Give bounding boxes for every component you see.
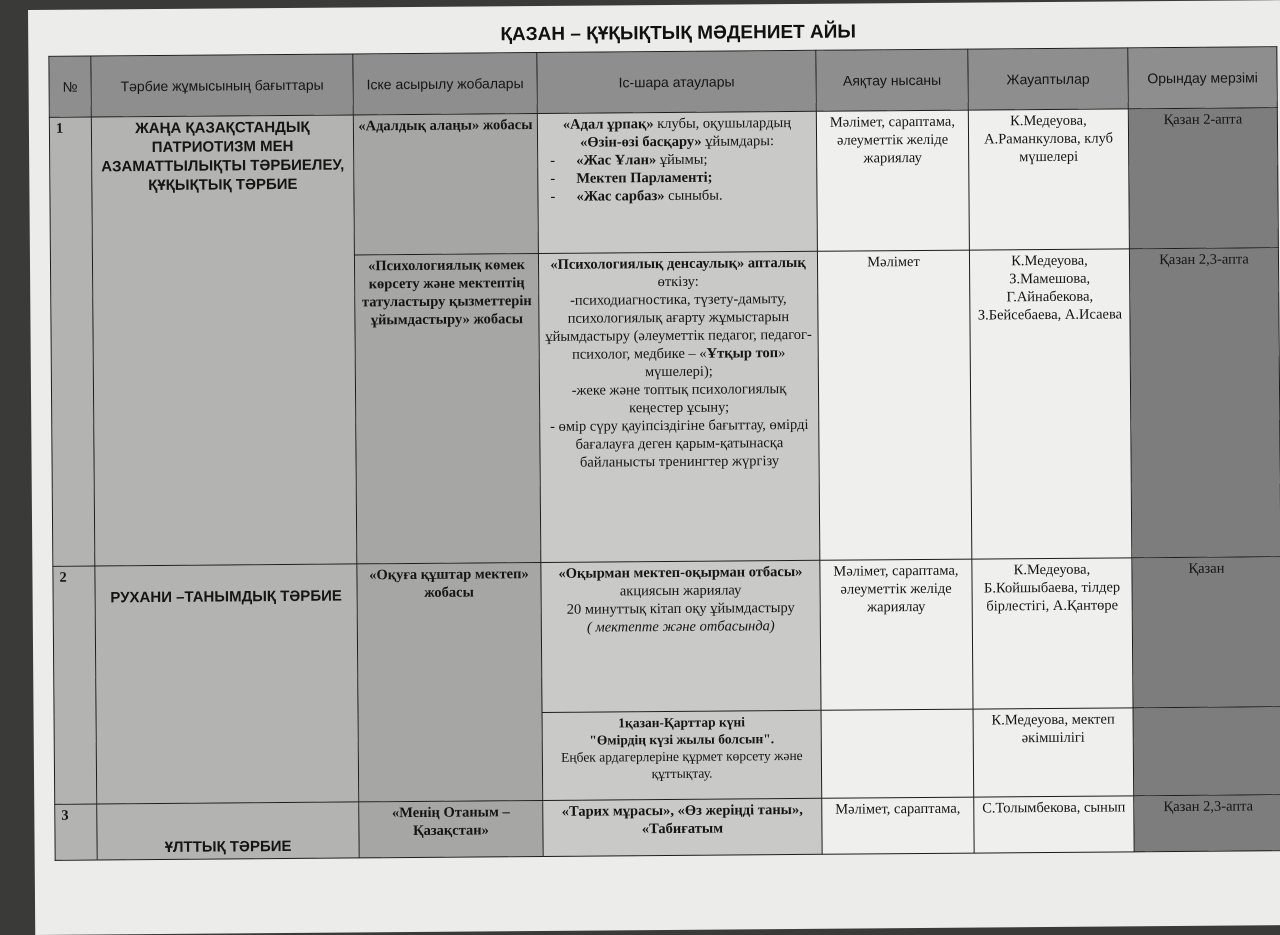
row-responsible: К.Медеуова, А.Раманкулова, клуб мүшелері: [968, 109, 1129, 250]
row-deadline: Қазан 2-апта: [1128, 108, 1278, 249]
row-form: Мәлімет: [817, 250, 971, 560]
row-deadline: Қазан 2,3-апта: [1129, 248, 1280, 558]
row-form: Мәлімет, сараптама, әлеуметтік желіде жариялау: [816, 110, 969, 251]
document-page: [28, 0, 1280, 935]
event-text: ұйымдары:: [701, 133, 775, 150]
row-form: [821, 709, 974, 798]
header-deadline: Орындау мерзімі: [1128, 47, 1277, 109]
event-text: өткізу:: [657, 273, 699, 291]
header-form: Аяқтау нысаны: [816, 49, 968, 111]
row-event: [542, 710, 822, 800]
event-text: - өмір сүру қауіпсіздігіне бағыттау, өмірді бағалауға деген қарым-қатынасқа байланысты тренингтер жүргізу: [550, 416, 809, 471]
row-deadline: Қазан: [1132, 557, 1280, 708]
event-text: акциясын жариялау: [619, 582, 742, 600]
event-italic: ( мектепте және отбасында): [586, 618, 775, 636]
event-text: 20 минуттық кітап оқу ұйымдастыру: [566, 599, 795, 618]
row-event: [538, 251, 819, 562]
list-item: - Мектеп Парламенті;: [542, 168, 812, 188]
row-project: «Оқуға құштар мектеп» жобасы: [357, 562, 543, 801]
event-text: -жеке және топтық психологиялық кеңестер ұсыну;: [571, 381, 787, 417]
plan-table: [48, 46, 1280, 861]
event-text: -психодиагностика, түзету-дамыту, психологиялық ағарту жұмыстарын ұйымдастыру (әлеуметтік педагог, педагог-психолог, медбике – «: [545, 291, 812, 363]
row-direction: РУХАНИ –ТАНЫМДЫҚ ТӘРБИЕ: [95, 564, 359, 804]
event-text: Еңбек ардагерлеріне құрмет көрсету және құттықтау.: [561, 747, 803, 782]
row-deadline: Қазан 2,3-апта: [1134, 795, 1280, 852]
event-bold: «Өзін-өзі басқару»: [580, 133, 702, 151]
table-row: [53, 557, 1280, 717]
row-direction: ҰЛТТЫҚ ТӘРБИЕ: [97, 802, 359, 860]
row-direction: ЖАҢА ҚАЗАҚСТАНДЫҚ ПАТРИОТИЗМ МЕН АЗАМАТТЫЛЫҚТЫ ТӘРБИЕЛЕУ, ҚҰҚЫҚТЫҚ ТӘРБИЕ: [91, 115, 357, 566]
event-bold: «Оқырман мектеп-оқырман отбасы»: [558, 563, 803, 582]
event-bold: «Психологиялық денсаулық» апталық: [550, 254, 806, 273]
event-bold: "Өмірдің күзі жылы болсын".: [589, 731, 775, 748]
page-title: ҚАЗАН – ҚҰҚЫҚТЫҚ МӘДЕНИЕТ АЙЫ: [500, 21, 857, 46]
row-number: 2: [53, 566, 97, 804]
event-bold: Ұтқыр топ: [706, 345, 779, 362]
row-project: «Психологиялық көмек көрсету және мектептің татуластыру қызметтерін ұйымдастыру» жобасы: [354, 253, 540, 563]
table-row: [55, 795, 1280, 861]
row-project: «Адалдық алаңы» жобасы: [353, 114, 538, 255]
header-direction: Тәрбие жұмысының бағыттары: [91, 54, 353, 117]
row-form: Мәлімет, сараптама, әлеуметтік желіде жариялау: [820, 559, 973, 710]
row-responsible: К.Медеуова, Б.Койшыбаева, тілдер бірлестігі, А.Қантөре: [972, 558, 1133, 709]
row-event: «Тарих мұрасы», «Өз жеріңді таны», «Табиғатым: [543, 798, 822, 856]
table-header-row: [49, 47, 1277, 118]
table-row: [49, 108, 1278, 258]
row-responsible: К.Медеуова, мектеп әкімшілігі: [973, 708, 1134, 797]
header-event: Іс-шара атаулары: [537, 50, 816, 113]
row-number: 3: [55, 804, 97, 860]
header-num: №: [49, 56, 91, 117]
event-text: клубы, оқушылардың: [653, 115, 792, 133]
event-bold: «Адал ұрпақ»: [562, 116, 654, 133]
row-deadline: [1133, 707, 1280, 796]
row-number: 1: [49, 117, 95, 566]
row-event: [537, 111, 817, 253]
row-responsible: К.Медеуова, З.Мамешова, Г.Айнабекова, З.Бейсебаева, А.Исаева: [969, 249, 1131, 559]
row-event: [541, 560, 821, 712]
event-bold: 1қазан-Қарттар күні: [618, 714, 746, 731]
row-project: «Менің Отаным – Қазақстан»: [359, 800, 543, 857]
row-form: Мәлімет, сараптама,: [822, 797, 974, 854]
event-text: » мүшелері);: [644, 345, 786, 381]
header-project: Іске асырылу жобалары: [353, 53, 537, 115]
list-item: - «Жас Ұлан» ұйымы;: [542, 150, 812, 170]
row-responsible: С.Толымбекова, сынып: [974, 796, 1134, 853]
list-item: - «Жас сарбаз» сыныбы.: [542, 186, 812, 206]
header-responsible: Жауаптылар: [968, 48, 1128, 110]
